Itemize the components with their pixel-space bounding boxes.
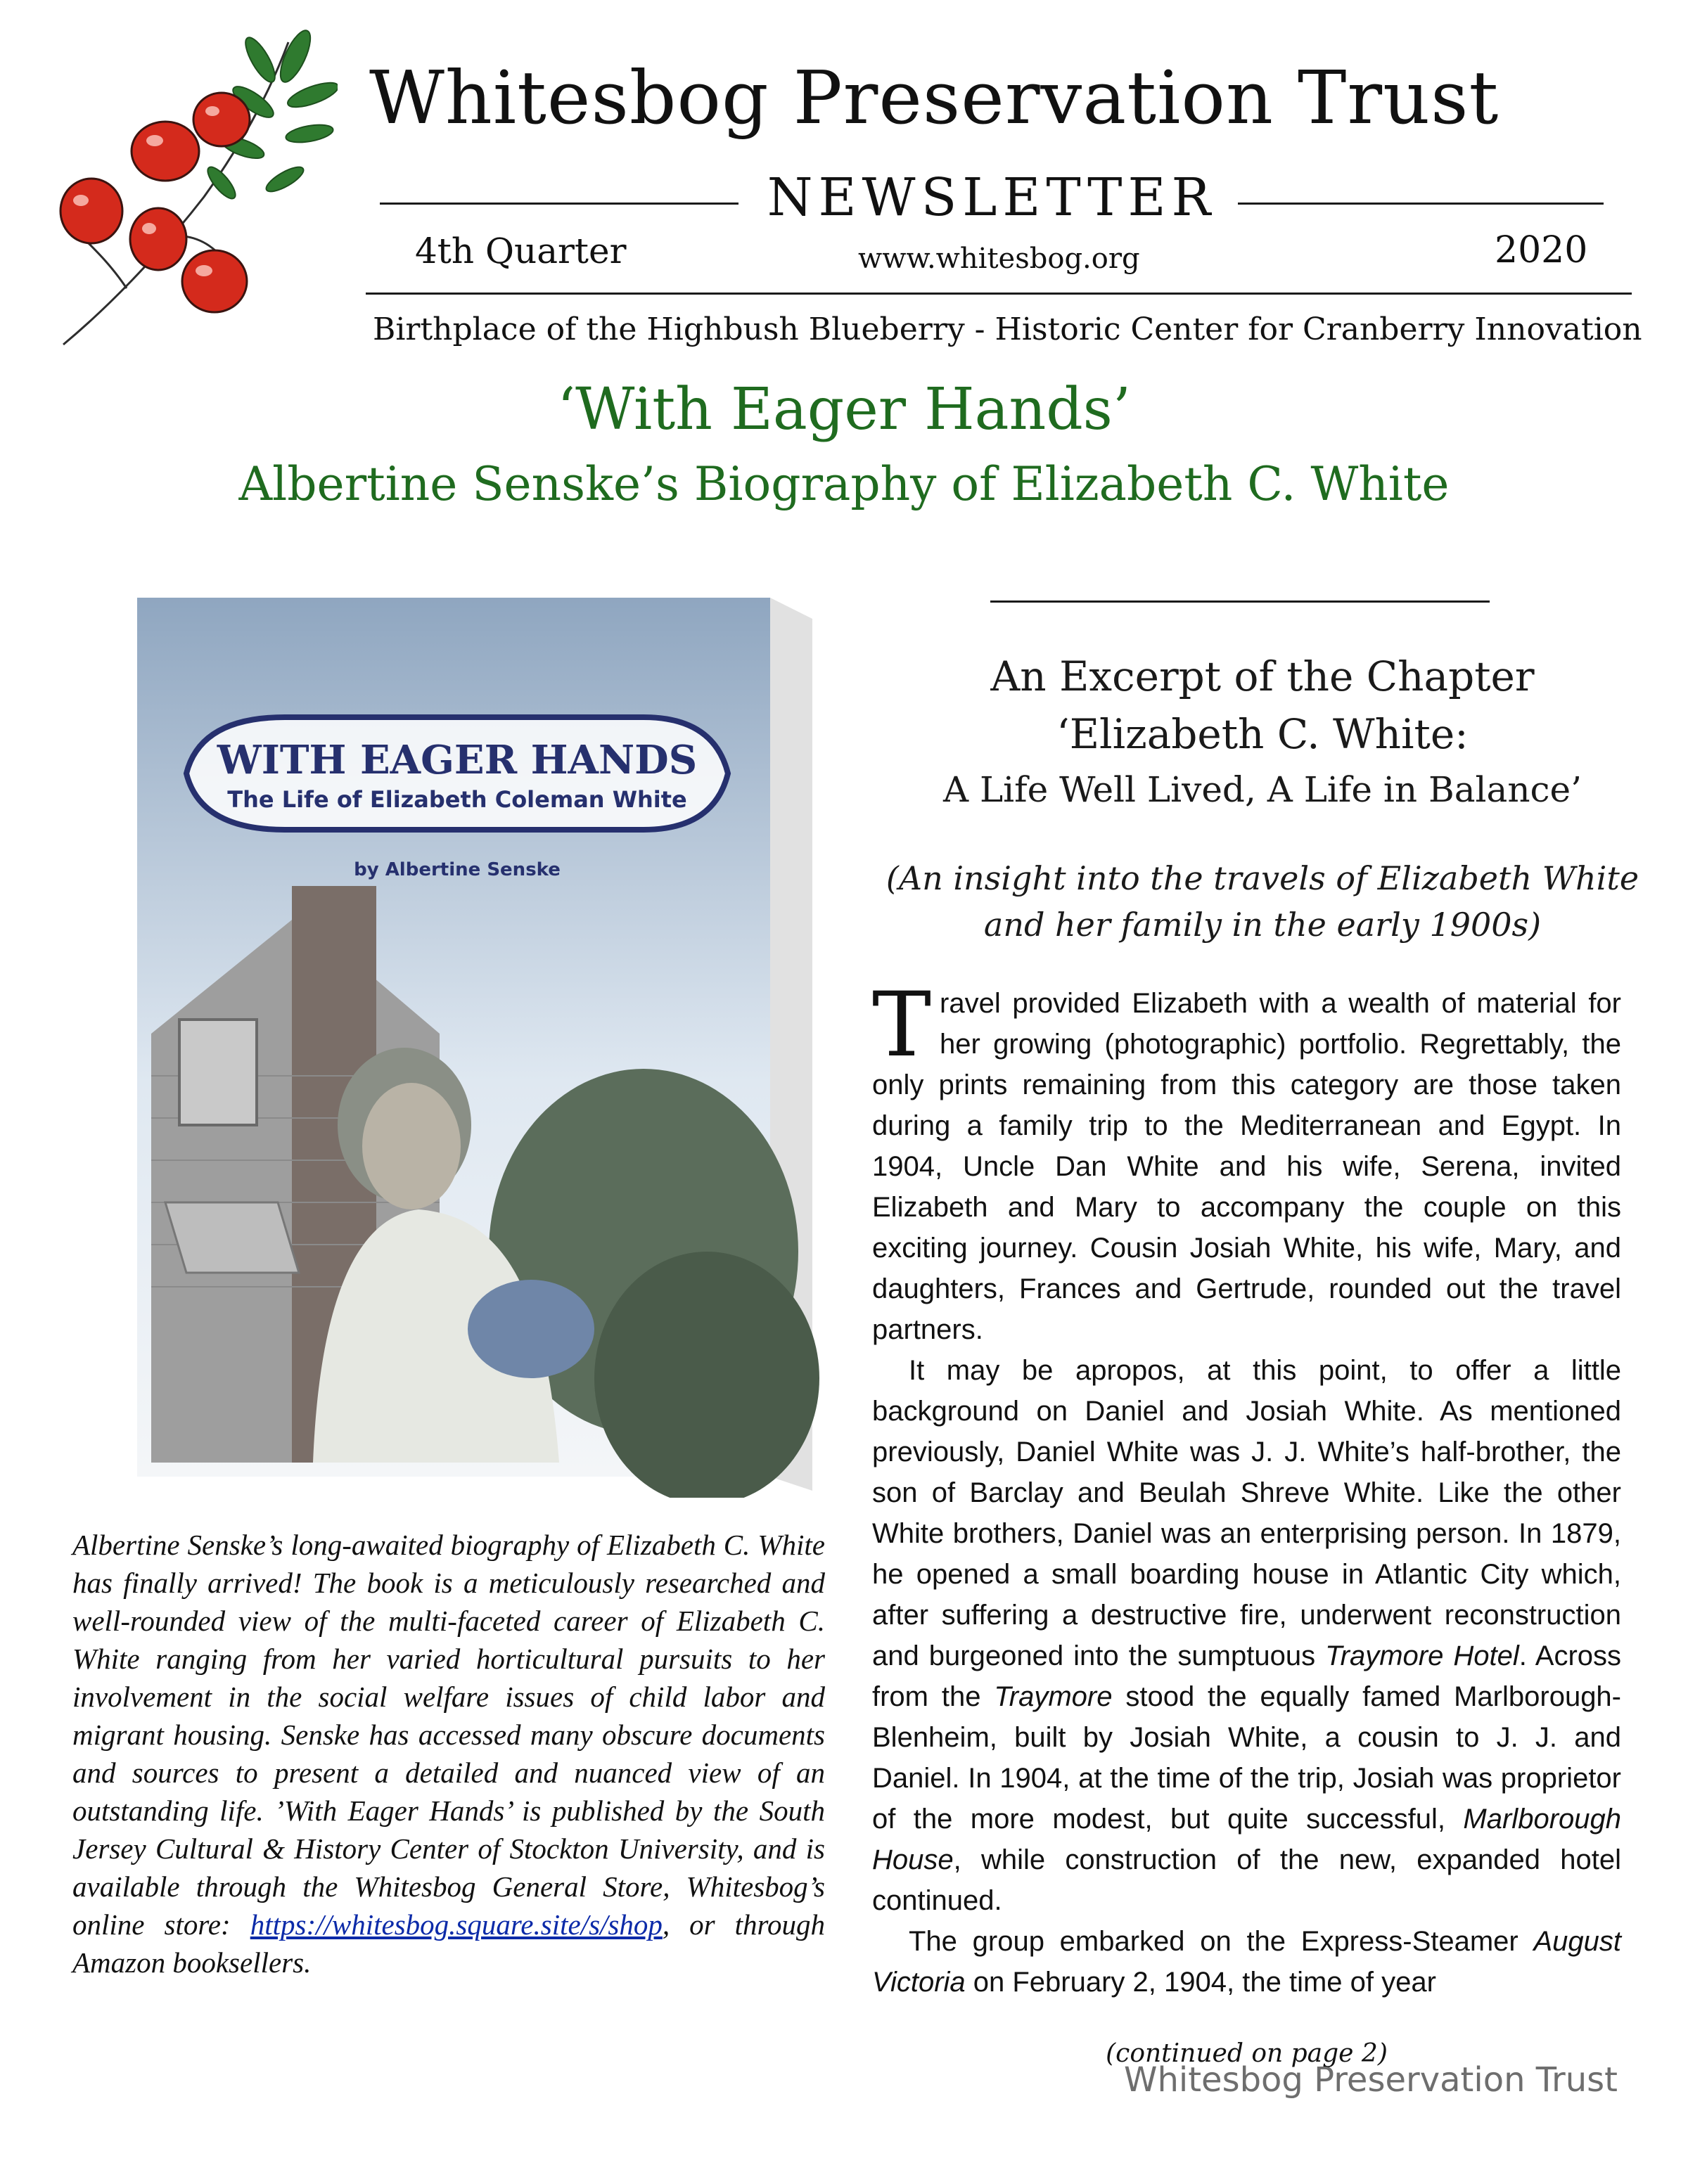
- book-cover-author: by Albertine Senske: [354, 859, 561, 880]
- book-cover-subtitle: The Life of Elizabeth Coleman White: [227, 786, 687, 813]
- excerpt-heading-line3: A Life Well Lived, A Life in Balance’: [942, 769, 1582, 810]
- issue-quarter: 4th Quarter: [415, 231, 627, 271]
- caption-tail: , or through Amazon booksellers.: [72, 1908, 825, 1979]
- article-paragraph: The group embarked on the Express-Steamer August Victoria on February 2, 1904, the time of year: [872, 1926, 1621, 1998]
- article-paragraph: It may be apropos, at this point, to offer a little background on Daniel and Josiah White. As mentioned previously, Daniel White was J. J. White’s half-brother, the son of Barclay and Beulah Shreve White. Like the other White brothers, Daniel was an enterprising person. In 1879, he opened a small boarding house in Atlantic City which, after suffering a destructive fire, underwent reconstruction and burgeoned into the sumptuous Traymore Hotel. Across from the Traymore stood the equally famed Marlborough-Blenheim, built by Josiah White, a cousin to J. J. and Daniel. In 1904, at the time of the trip, Josiah was proprietor of the more modest, but quite successful, Marlborough House, while construction of the new, expanded hotel continued.: [872, 1355, 1622, 1916]
- masthead-rule: [366, 293, 1632, 295]
- caption-text: Albertine Senske’s long-awaited biography of Elizabeth C. White has finally arrived! The book is a meticulously researched and well-rounded view of the multi-faceted career of Elizabeth C. White ranging from her varied horticultural pursuits to her involvement in the social welfare issues of child labor and migrant housing. Senske has accessed many obscure documents and sources to present a detailed and nuanced view of an outstanding life. ’With Eager Hands’ is published by the South Jersey Cultural & History Center of Stockton University, and is available through the Whitesbog General Store, Whitesbog’s online store:: [72, 1529, 825, 1941]
- article-paragraph: Travel provided Elizabeth with a wealth of material for her growing (photographic) portfolio. Regrettably, the only prints remaining from this category are those taken during a family trip to the Mediterranean and Egypt. In 1904, Uncle Dan White and his wife, Serena, invited Elizabeth and Mary to accompany the couple on this exciting journey. Cousin Josiah White, his wife, Mary, and daughters, Frances and Gertrude, rounded out the travel partners.: [872, 973, 1621, 1345]
- book-caption: [72, 1526, 825, 1981]
- excerpt-heading-line1: An Excerpt of the Chapter: [990, 653, 1535, 700]
- excerpt-insight-line2: and her family in the early 1900s): [983, 906, 1542, 944]
- newsletter-rule-right: [1238, 203, 1604, 205]
- excerpt-insight-line1: (An insight into the travels of Elizabeth White: [885, 859, 1639, 897]
- article-body: [872, 973, 1622, 2003]
- newsletter-label: NEWSLETTER: [767, 167, 1217, 228]
- article-headline: ‘With Eager Hands’: [557, 376, 1131, 443]
- masthead-tagline: Birthplace of the Highbush Blueberry - Historic Center for Cranberry Innovation: [373, 311, 1642, 347]
- article-subheadline: Albertine Senske’s Biography of Elizabeth C. White: [238, 457, 1450, 511]
- shop-link[interactable]: https://whitesbog.square.site/s/shop: [250, 1908, 663, 1941]
- page-footer: Whitesbog Preservation Trust: [1124, 2060, 1618, 2100]
- continued-note: (continued on page 2): [1106, 2039, 1388, 2068]
- book-cover-image: [109, 584, 819, 1498]
- book-cover-title: WITH EAGER HANDS: [217, 737, 698, 783]
- drop-cap: T: [872, 973, 932, 1077]
- excerpt-rule: [990, 600, 1490, 603]
- cranberry-sprig-logo: [42, 28, 338, 359]
- website-url[interactable]: www.whitesbog.org: [858, 243, 1140, 275]
- issue-year: 2020: [1495, 229, 1588, 271]
- excerpt-heading-line2: ‘Elizabeth C. White:: [1056, 710, 1469, 758]
- masthead-title: Whitesbog Preservation Trust: [369, 55, 1500, 141]
- newsletter-rule-left: [380, 203, 738, 205]
